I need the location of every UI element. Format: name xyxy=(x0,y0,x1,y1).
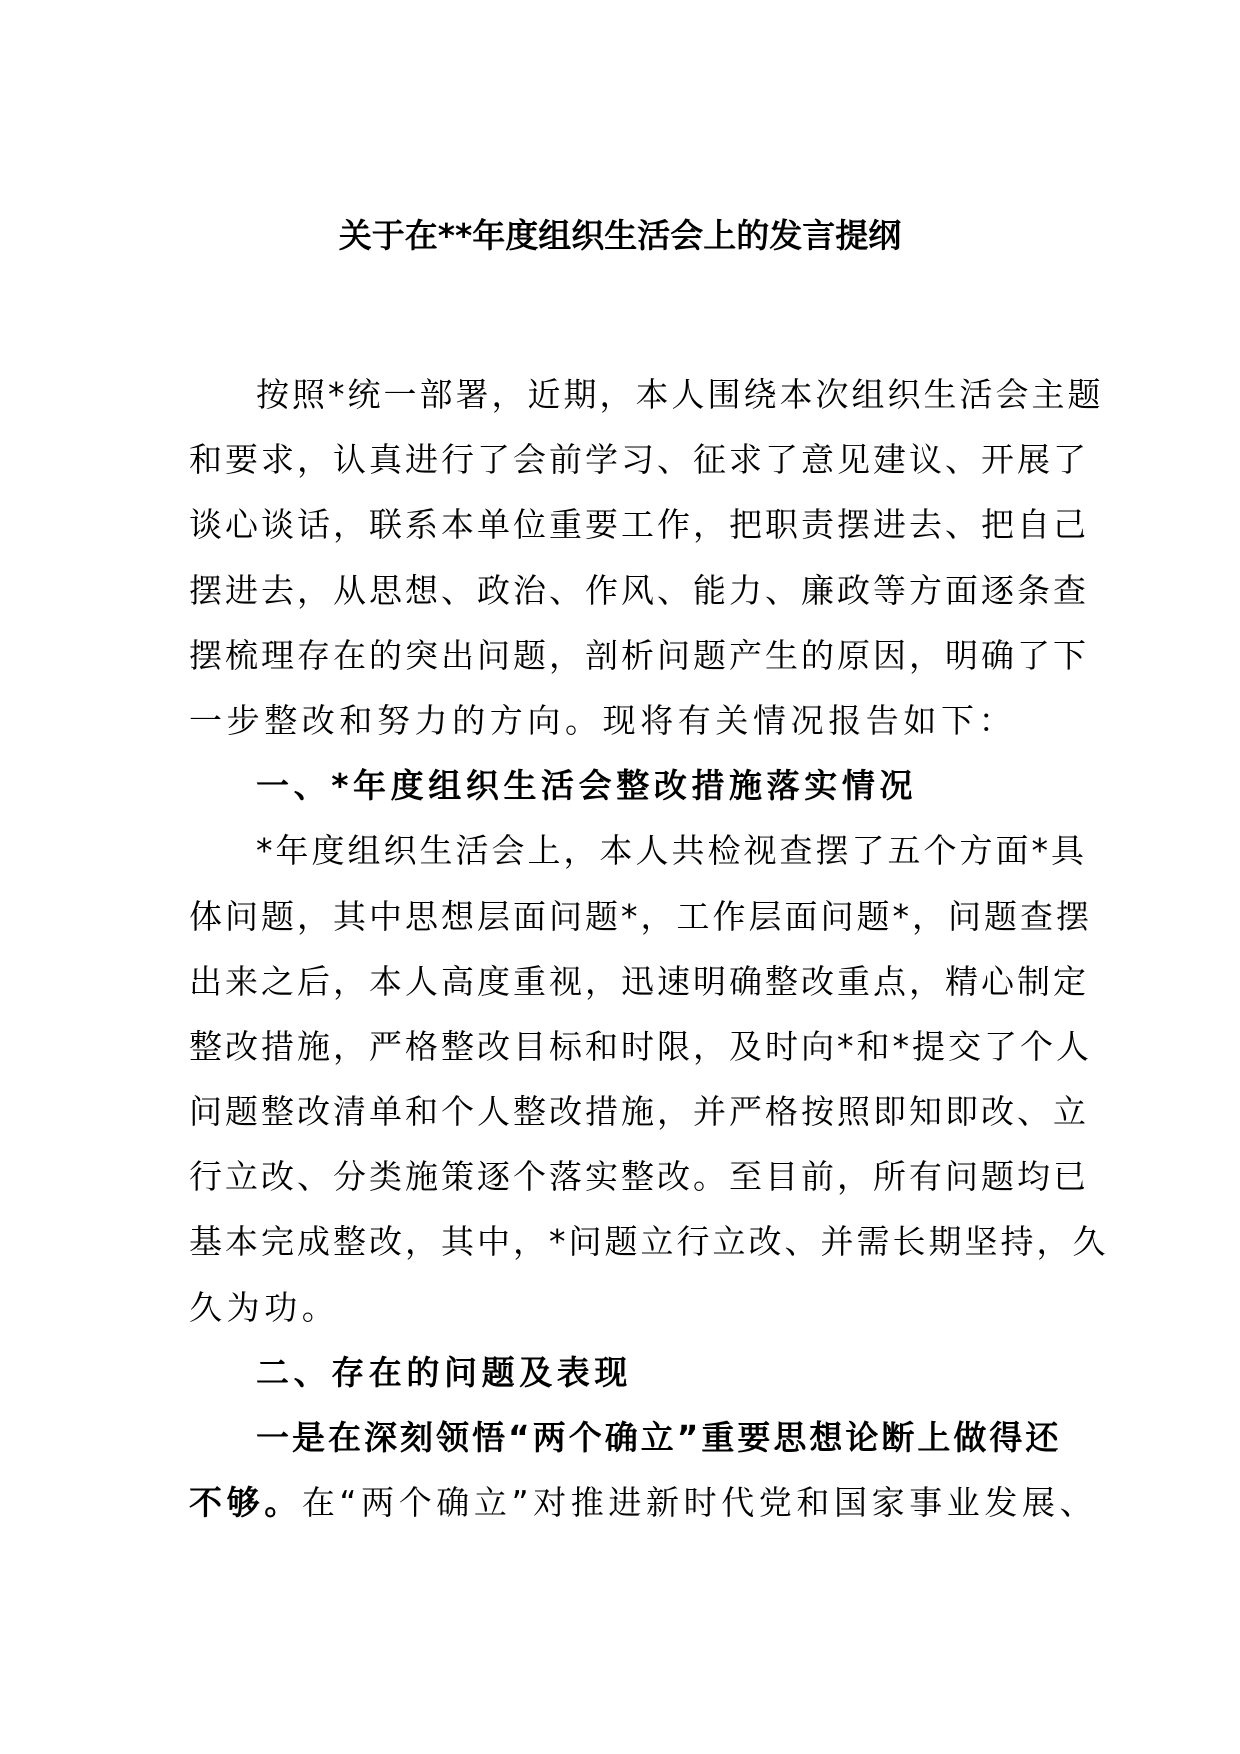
text-line xyxy=(189,558,1089,623)
text-segment: 行立改、分类施策逐个落实整改。至目前，所有问题均已 xyxy=(189,1157,1089,1197)
text-segment: 谈心谈话，联系本单位重要工作，把职责摆进去、把自己 xyxy=(189,505,1089,545)
text-line xyxy=(189,623,1089,688)
text-segment: *年度组织生活会上，本人共检视查摆了五个方面*具 xyxy=(256,831,1087,871)
bold-text: 二、存在的问题及表现 xyxy=(256,1352,632,1392)
text-segment: 久为功。 xyxy=(189,1287,340,1327)
text-line xyxy=(189,1405,1062,1470)
document-title: 关于在**年度组织生活会上的发言提纲 xyxy=(338,216,902,255)
text-line xyxy=(189,884,1092,949)
text-segment: 一步整改和努力的方向。现将有关情况报告如下： xyxy=(189,700,1017,740)
text-segment: 摆进去，从思想、政治、作风、能力、廉政等方面逐条查 xyxy=(189,570,1089,610)
text-line xyxy=(189,492,1089,557)
text-segment: 出来之后，本人高度重视，迅速明确整改重点，精心制定 xyxy=(189,961,1089,1001)
text-line xyxy=(189,753,1056,818)
text-segment: 问题整改清单和个人整改措施，并严格按照即知即改、立 xyxy=(189,1092,1089,1132)
text-segment: 整改措施，严格整改目标和时限，及时向*和*提交了个人 xyxy=(189,1026,1092,1066)
document-body xyxy=(189,362,1109,1535)
text-line xyxy=(189,1144,1089,1209)
text-segment: 在“两个确立”对推进新时代党和国家事业发展、 xyxy=(301,1483,1098,1523)
text-line xyxy=(189,1470,1098,1535)
text-segment: 和要求，认真进行了会前学习、征求了意见建议、开展了 xyxy=(189,440,1089,480)
text-line xyxy=(189,1014,1092,1079)
text-line xyxy=(189,1275,1056,1340)
text-line xyxy=(189,818,1087,883)
text-line xyxy=(189,362,1104,427)
bold-text: 一、*年度组织生活会整改措施落实情况 xyxy=(256,766,918,806)
text-line xyxy=(189,427,1089,492)
text-line xyxy=(189,1079,1089,1144)
bold-text: 一是在深刻领悟“两个确立”重要思想论断上做得还 xyxy=(256,1418,1062,1457)
text-line xyxy=(189,1340,1056,1405)
text-segment: 摆梳理存在的突出问题，剖析问题产生的原因，明确了下 xyxy=(189,635,1089,675)
text-segment: 按照*统一部署，近期，本人围绕本次组织生活会主题 xyxy=(256,375,1104,414)
bold-text: 不够。 xyxy=(189,1483,302,1523)
text-line xyxy=(189,1209,1109,1274)
text-line xyxy=(189,688,1056,753)
text-line xyxy=(189,949,1089,1014)
text-segment: 体问题，其中思想层面问题*，工作层面问题*，问题查摆 xyxy=(189,896,1092,936)
text-segment: 基本完成整改，其中，*问题立行立改、并需长期坚持，久 xyxy=(189,1222,1109,1262)
